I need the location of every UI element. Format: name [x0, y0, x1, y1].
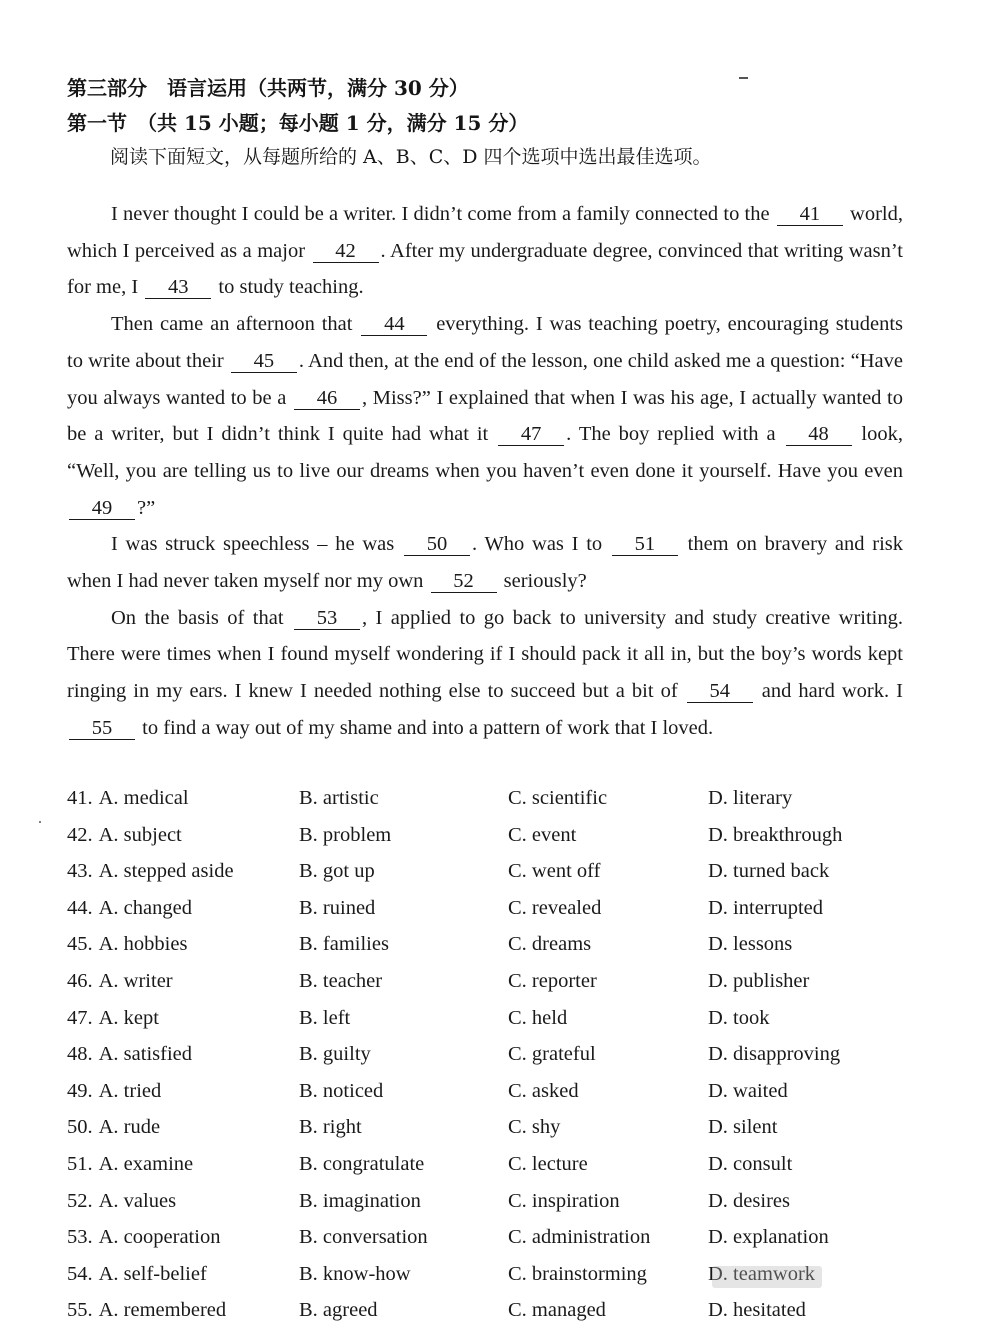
passage-text: Then came an afternoon that: [111, 313, 360, 336]
question-number: 52.: [67, 1189, 93, 1212]
passage-paragraph: [67, 600, 903, 747]
option-c[interactable]: C. grateful: [508, 1043, 596, 1066]
option-d[interactable]: D. explanation: [708, 1226, 829, 1249]
option-b[interactable]: B. problem: [299, 823, 392, 846]
option-c[interactable]: C. revealed: [508, 896, 602, 919]
option-a-label: A. subject: [98, 823, 182, 846]
option-d[interactable]: D. literary: [708, 787, 793, 809]
option-a-label: A. medical: [98, 787, 189, 809]
passage-text: to find a way out of my shame and into a pattern of work that I loved.: [137, 716, 714, 739]
question-options-row: [67, 1292, 927, 1329]
question-number: 51.: [67, 1152, 93, 1175]
answer-blank[interactable]: 51: [612, 533, 678, 556]
option-a-label: A. tried: [98, 1079, 162, 1102]
option-a[interactable]: [67, 1292, 226, 1329]
option-a-label: A. hobbies: [98, 933, 188, 956]
cloze-passage: [67, 196, 903, 747]
option-b[interactable]: B. imagination: [299, 1189, 421, 1212]
question-options-row: [67, 1146, 927, 1183]
option-c[interactable]: C. brainstorming: [508, 1262, 647, 1285]
passage-text: , I applied to go back to university and study creative writing. There were times when I found myself wondering if I should pack it all in, but the boy’s words kept ringing in my ears. I knew I needed nothing else to succeed but a bit of: [67, 606, 903, 703]
passage-text: to study teaching.: [213, 276, 364, 299]
option-a-label: A. values: [98, 1189, 177, 1212]
question-number: 55.: [67, 1299, 93, 1322]
passage-paragraph: [67, 196, 903, 306]
option-c[interactable]: C. reporter: [508, 969, 597, 992]
option-a-label: A. satisfied: [98, 1043, 192, 1066]
option-d[interactable]: D. took: [708, 1006, 770, 1029]
passage-text: and hard work. I: [754, 680, 904, 703]
option-d[interactable]: D. desires: [708, 1189, 790, 1212]
scan-speck: [39, 821, 41, 823]
option-b[interactable]: B. teacher: [299, 969, 383, 992]
answer-blank[interactable]: 52: [431, 570, 497, 593]
option-d[interactable]: D. interrupted: [708, 896, 823, 919]
question-number: 41.: [67, 787, 93, 809]
option-c[interactable]: C. went off: [508, 860, 601, 883]
option-a[interactable]: [67, 817, 182, 854]
passage-text: . And then, at the end of the lesson, one child asked me a question: “Have you always wanted to be a: [67, 349, 903, 409]
question-options-row: [67, 926, 927, 963]
passage-text: . After my undergraduate degree, convinced that writing wasn’t for me, I: [67, 239, 903, 299]
option-b[interactable]: B. guilty: [299, 1043, 371, 1066]
answer-blank[interactable]: 41: [777, 203, 843, 226]
option-a-label: A. stepped aside: [98, 860, 234, 883]
option-a-label: A. examine: [98, 1152, 194, 1175]
option-d[interactable]: D. consult: [708, 1152, 793, 1175]
option-d[interactable]: D. disapproving: [708, 1043, 841, 1066]
answer-blank[interactable]: 50: [404, 533, 470, 556]
option-c[interactable]: C. managed: [508, 1299, 606, 1322]
option-a[interactable]: [67, 1073, 161, 1110]
option-d[interactable]: D. breakthrough: [708, 823, 843, 846]
option-c[interactable]: C. dreams: [508, 933, 592, 956]
option-d[interactable]: D. turned back: [708, 860, 830, 883]
option-a-label: A. changed: [98, 896, 192, 919]
option-b[interactable]: B. families: [299, 933, 389, 956]
passage-text: them on bravery and risk when I had never taken myself nor my own: [67, 533, 903, 593]
question-options-row: [67, 817, 927, 854]
option-c[interactable]: C. event: [508, 823, 577, 846]
question-options-row: [67, 1183, 927, 1220]
question-options-row: [67, 1073, 927, 1110]
passage-text: , Miss?” I explained that when I was his age, I actually wanted to be a writer, but I didn’t think I quite had what it: [67, 386, 903, 446]
answer-blank[interactable]: 42: [313, 240, 379, 263]
option-d[interactable]: D. hesitated: [708, 1299, 806, 1322]
option-a-label: A. writer: [98, 969, 173, 992]
option-a[interactable]: [67, 853, 234, 890]
option-d[interactable]: D. publisher: [708, 969, 810, 992]
option-d[interactable]: D. waited: [708, 1079, 788, 1102]
passage-text: world, which I perceived as a major: [67, 203, 903, 262]
question-options-row: [67, 963, 927, 1000]
watermark: [712, 1266, 822, 1288]
option-c[interactable]: C. held: [508, 1006, 568, 1029]
option-a-label: A. rude: [98, 1116, 161, 1139]
option-b[interactable]: B. conversation: [299, 1226, 428, 1249]
passage-text: I never thought I could be a writer. I didn’t come from a family connected to the: [111, 203, 775, 225]
answer-blank[interactable]: 48: [786, 423, 852, 446]
option-a[interactable]: [67, 963, 173, 1000]
option-b[interactable]: B. right: [299, 1116, 362, 1139]
answer-blank[interactable]: 49: [69, 497, 135, 520]
question-number: 42.: [67, 823, 93, 846]
option-a-label: A. self-belief: [98, 1262, 207, 1285]
option-a-label: A. kept: [98, 1006, 159, 1029]
answer-blank[interactable]: 47: [498, 423, 564, 446]
passage-text: everything. I was teaching poetry, encouraging students to write about their: [67, 313, 903, 372]
options-list: [67, 780, 927, 1329]
question-options-row: [67, 890, 927, 927]
option-a[interactable]: [67, 1219, 220, 1256]
question-number: 53.: [67, 1226, 93, 1249]
option-b[interactable]: B. noticed: [299, 1079, 384, 1102]
passage-text: . Who was I to: [471, 533, 610, 556]
passage-paragraph: [67, 306, 903, 526]
question-number: 44.: [67, 896, 93, 919]
option-b[interactable]: B. agreed: [299, 1299, 378, 1322]
question-number: 47.: [67, 1006, 93, 1029]
option-c[interactable]: C. shy: [508, 1116, 561, 1139]
question-options-row: [67, 780, 927, 817]
question-number: 46.: [67, 969, 93, 992]
question-number: 43.: [67, 860, 93, 883]
passage-text: ?”: [137, 496, 156, 519]
option-a-label: A. cooperation: [98, 1226, 221, 1249]
option-b[interactable]: B. know-how: [299, 1262, 411, 1285]
option-b[interactable]: B. congratulate: [299, 1152, 425, 1175]
option-b[interactable]: B. artistic: [299, 787, 379, 809]
question-number: 48.: [67, 1043, 93, 1066]
question-options-row: [67, 1000, 927, 1037]
question-number: 50.: [67, 1116, 93, 1139]
option-b[interactable]: B. got up: [299, 860, 375, 883]
option-c[interactable]: C. administration: [508, 1226, 651, 1249]
option-a[interactable]: [67, 1036, 192, 1073]
answer-blank[interactable]: 43: [145, 276, 211, 299]
passage-text: On the basis of that: [111, 606, 292, 629]
option-a[interactable]: [67, 1256, 207, 1293]
passage-text: look, “Well, you are telling us to live our dreams when you haven’t even done it yourself. Have you even: [67, 423, 903, 482]
answer-blank[interactable]: 54: [687, 680, 753, 703]
question-number: 49.: [67, 1079, 93, 1102]
passage-text: seriously?: [498, 570, 587, 593]
scan-speck: [739, 77, 748, 79]
option-c[interactable]: C. inspiration: [508, 1189, 620, 1212]
option-d[interactable]: D. teamwork: [708, 1262, 816, 1285]
question-options-row: [67, 853, 927, 890]
option-a[interactable]: [67, 890, 192, 927]
question-options-row: [67, 1219, 927, 1256]
answer-blank[interactable]: 46: [294, 387, 360, 410]
question-number: 54.: [67, 1262, 93, 1285]
answer-blank[interactable]: 44: [361, 313, 427, 336]
option-a[interactable]: [67, 1146, 193, 1183]
option-d[interactable]: D. lessons: [708, 933, 793, 956]
option-a-label: A. remembered: [98, 1299, 227, 1322]
option-a[interactable]: [67, 1000, 159, 1037]
option-a[interactable]: [67, 926, 187, 963]
passage-text: . The boy replied with a: [566, 423, 784, 446]
option-c[interactable]: C. asked: [508, 1079, 579, 1102]
option-a[interactable]: [67, 1183, 176, 1220]
option-c[interactable]: C. scientific: [508, 787, 608, 809]
section-heading: 第一节 （共 15 小题；每小题 1 分，满分 15 分）: [67, 111, 529, 135]
question-options-row: [67, 1109, 927, 1146]
option-b[interactable]: B. ruined: [299, 896, 376, 919]
answer-blank[interactable]: 55: [69, 717, 135, 740]
question-options-row: [67, 1036, 927, 1073]
part-heading: 第三部分 语言运用（共两节，满分 30 分）: [67, 76, 469, 100]
option-b[interactable]: B. left: [299, 1006, 351, 1029]
question-number: 45.: [67, 933, 93, 956]
answer-blank[interactable]: 45: [231, 350, 297, 373]
passage-paragraph: [67, 526, 903, 599]
option-d[interactable]: D. silent: [708, 1116, 778, 1139]
passage-text: I was struck speechless – he was: [111, 533, 402, 556]
answer-blank[interactable]: 53: [294, 607, 360, 630]
option-a[interactable]: [67, 1109, 160, 1146]
instruction-text: 阅读下面短文，从每题所给的 A、B、C、D 四个选项中选出最佳选项。: [110, 146, 712, 168]
option-c[interactable]: C. lecture: [508, 1152, 588, 1175]
option-a[interactable]: [67, 780, 189, 817]
